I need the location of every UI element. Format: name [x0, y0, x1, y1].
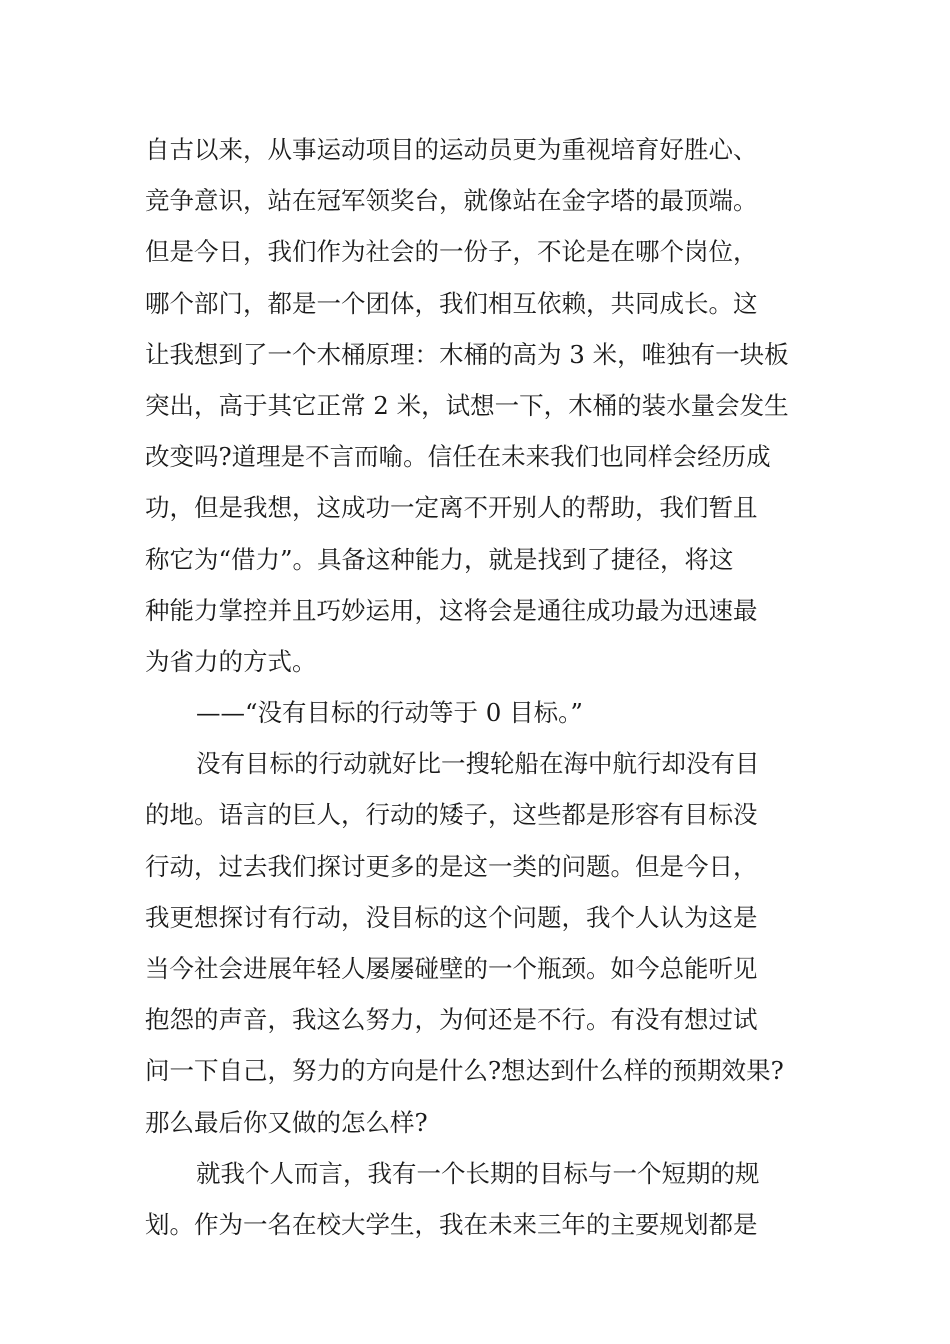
paragraph-line: 问一下自己，努力的方向是什么?想达到什么样的预期效果? [145, 1056, 784, 1086]
paragraph-line: 自古以来，从事运动项目的运动员更为重视培育好胜心、 [145, 135, 758, 164]
paragraph-line: 种能力掌控并且巧妙运用，这将会是通往成功最为迅速最 [145, 595, 758, 625]
paragraph-line: 称它为“借力”。具备这种能力，就是找到了捷径，将这 [145, 544, 734, 574]
body-text [145, 124, 825, 1250]
paragraph-line: 竞争意识，站在冠军领奖台，就像站在金字塔的最顶端。 [145, 186, 758, 216]
paragraph-line: 功，但是我想，这成功一定离不开别人的帮助，我们暂且 [145, 493, 758, 523]
paragraph-line: 抱怨的声音，我这么努力，为何还是不行。有没有想过试 [145, 1005, 758, 1035]
paragraph-line: 但是今日，我们作为社会的一份子，不论是在哪个岗位， [145, 237, 758, 267]
paragraph-line: 划。作为一名在校大学生，我在未来三年的主要规划都是 [145, 1209, 758, 1239]
paragraph-line: 行动，过去我们探讨更多的是这一类的问题。但是今日， [145, 851, 758, 881]
paragraph-line: 为省力的方式。 [145, 646, 317, 676]
paragraph-line: 没有目标的行动就好比一搜轮船在海中航行却没有目 [196, 749, 760, 779]
paragraph-line: 我更想探讨有行动，没目标的这个问题，我个人认为这是 [145, 902, 758, 932]
section-quote: ——“没有目标的行动等于 0 目标。” [196, 698, 583, 728]
paragraph-line: 的地。语言的巨人，行动的矮子，这些都是形容有目标没 [145, 800, 758, 830]
paragraph-line: 哪个部门，都是一个团体，我们相互依赖，共同成长。这 [145, 288, 758, 318]
paragraph-line: 让我想到了一个木桶原理：木桶的高为 3 米，唯独有一块板 [145, 339, 789, 369]
paragraph-line: 就我个人而言，我有一个长期的目标与一个短期的规 [196, 1158, 760, 1188]
paragraph-line: 当今社会进展年轻人屡屡碰壁的一个瓶颈。如今总能听见 [145, 954, 758, 983]
paragraph-line: 突出，高于其它正常 2 米，试想一下，木桶的装水量会发生 [145, 390, 789, 420]
paragraph-line: 改变吗?道理是不言而喻。信任在未来我们也同样会经历成 [145, 442, 771, 472]
paragraph-line: 那么最后你又做的怎么样? [145, 1107, 428, 1137]
